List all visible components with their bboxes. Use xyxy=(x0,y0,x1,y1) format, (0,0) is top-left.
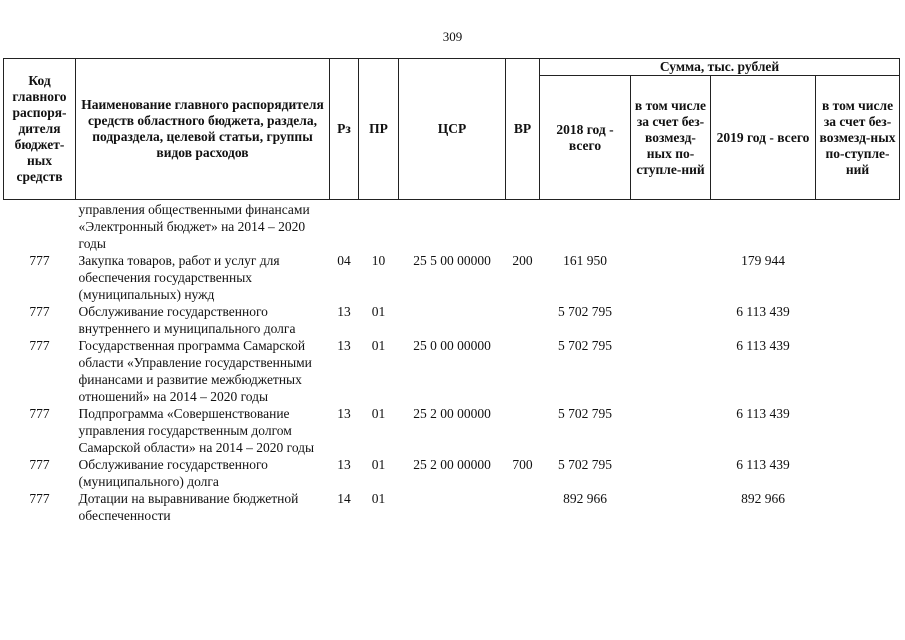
cell-vr xyxy=(506,200,540,253)
cell-name: управления общественными финансами «Электронный бюджет» на 2014 – 2020 годы xyxy=(78,202,310,251)
cell-vr xyxy=(506,405,540,456)
cell-csr: 25 0 00 00000 xyxy=(413,338,491,353)
cell-2018-total xyxy=(540,200,631,253)
header-pr: ПР xyxy=(359,59,399,200)
cell-rz: 13 xyxy=(337,406,351,421)
header-csr: ЦСР xyxy=(399,59,506,200)
cell-pr: 01 xyxy=(371,304,386,319)
cell-code: 777 xyxy=(29,253,50,268)
cell-csr: 25 2 00 00000 xyxy=(413,406,491,421)
cell-2018-free xyxy=(631,252,711,303)
header-2019-free: в том числе за счет без-возмезд-ных по-ступле-ний xyxy=(816,76,900,200)
header-name: Наименование главного распорядителя средств областного бюджета, раздела, подраздела, целевой статьи, группы видов расходов xyxy=(76,59,330,200)
table-row xyxy=(4,405,900,456)
cell-2018-total: 5 702 795 xyxy=(558,406,612,421)
cell-vr xyxy=(506,337,540,405)
cell-code: 777 xyxy=(29,457,50,472)
cell-name: Закупка товаров, работ и услуг для обеспечения государственных (муниципальных) нужд xyxy=(78,253,280,302)
cell-rz: 14 xyxy=(337,491,351,506)
cell-code xyxy=(4,200,76,253)
cell-2019-free xyxy=(816,200,900,253)
cell-vr xyxy=(506,490,540,524)
cell-2019-total: 6 113 439 xyxy=(736,406,790,421)
cell-name: Обслуживание государственного (муниципального) долга xyxy=(78,457,268,489)
cell-name: Обслуживание государственного внутреннего и муниципального долга xyxy=(78,304,296,336)
cell-pr: 10 xyxy=(371,253,386,268)
cell-2018-total: 5 702 795 xyxy=(558,338,612,353)
cell-2018-total: 5 702 795 xyxy=(558,457,612,472)
cell-csr: 25 2 00 00000 xyxy=(413,457,491,472)
table-header xyxy=(4,59,900,200)
cell-rz: 13 xyxy=(337,457,351,472)
cell-csr xyxy=(399,490,506,524)
table-row xyxy=(4,252,900,303)
table-row xyxy=(4,200,900,253)
cell-2019-free xyxy=(816,490,900,524)
cell-2018-total: 892 966 xyxy=(563,491,607,506)
cell-name: Дотации на выравнивание бюджетной обеспеченности xyxy=(78,491,299,523)
header-sum: Сумма, тыс. рублей xyxy=(540,59,900,76)
cell-name: Подпрограмма «Совершенствование управления государственным долгом Самарской области» на 2014 – 2020 годы xyxy=(78,406,315,455)
cell-2018-free xyxy=(631,456,711,490)
page-number: 309 xyxy=(442,29,463,44)
header-2018-total: 2018 год - всего xyxy=(540,76,631,200)
header-code: Код главного распоря-дителя бюджет-ных средств xyxy=(4,59,76,200)
cell-rz xyxy=(330,200,359,253)
cell-csr xyxy=(399,303,506,337)
table-row xyxy=(4,337,900,405)
cell-2019-free xyxy=(816,337,900,405)
cell-2019-total xyxy=(711,200,816,253)
cell-csr: 25 5 00 00000 xyxy=(413,253,491,268)
cell-pr: 01 xyxy=(371,491,386,506)
cell-2018-total: 5 702 795 xyxy=(558,304,612,319)
cell-2019-total: 892 966 xyxy=(741,491,785,506)
cell-2018-free xyxy=(631,337,711,405)
table-body xyxy=(4,200,900,525)
cell-rz: 13 xyxy=(337,338,351,353)
header-vr: ВР xyxy=(506,59,540,200)
cell-code: 777 xyxy=(29,338,50,353)
header-2018-free: в том числе за счет без-возмезд-ных по-ступле-ний xyxy=(631,76,711,200)
cell-rz: 13 xyxy=(337,304,351,319)
cell-vr: 700 xyxy=(512,457,533,472)
cell-2018-free xyxy=(631,200,711,253)
cell-pr: 01 xyxy=(371,457,386,472)
cell-rz: 04 xyxy=(337,253,351,268)
cell-vr xyxy=(506,303,540,337)
cell-csr xyxy=(399,200,506,253)
budget-table xyxy=(3,58,900,524)
header-rz: Рз xyxy=(330,59,359,200)
table-row xyxy=(4,456,900,490)
cell-2019-free xyxy=(816,252,900,303)
cell-code: 777 xyxy=(29,304,50,319)
header-2019-total: 2019 год - всего xyxy=(711,76,816,200)
cell-2018-free xyxy=(631,490,711,524)
cell-vr: 200 xyxy=(512,253,533,268)
cell-2019-free xyxy=(816,303,900,337)
cell-2019-total: 6 113 439 xyxy=(736,457,790,472)
cell-name: Государственная программа Самарской области «Управление государственными финансами и развитие межбюджетных отношений» на 2014 – 2020 годы xyxy=(78,338,312,404)
cell-pr xyxy=(359,200,399,253)
cell-2018-total: 161 950 xyxy=(563,253,607,268)
cell-code: 777 xyxy=(29,406,50,421)
cell-2018-free xyxy=(631,303,711,337)
cell-2019-total: 179 944 xyxy=(741,253,785,268)
cell-2019-free xyxy=(816,405,900,456)
table-row xyxy=(4,303,900,337)
cell-2019-total: 6 113 439 xyxy=(736,338,790,353)
cell-pr: 01 xyxy=(371,338,386,353)
cell-2019-free xyxy=(816,456,900,490)
table-row xyxy=(4,490,900,524)
cell-code: 777 xyxy=(29,491,50,506)
cell-2019-total: 6 113 439 xyxy=(736,304,790,319)
cell-2018-free xyxy=(631,405,711,456)
cell-pr: 01 xyxy=(371,406,386,421)
